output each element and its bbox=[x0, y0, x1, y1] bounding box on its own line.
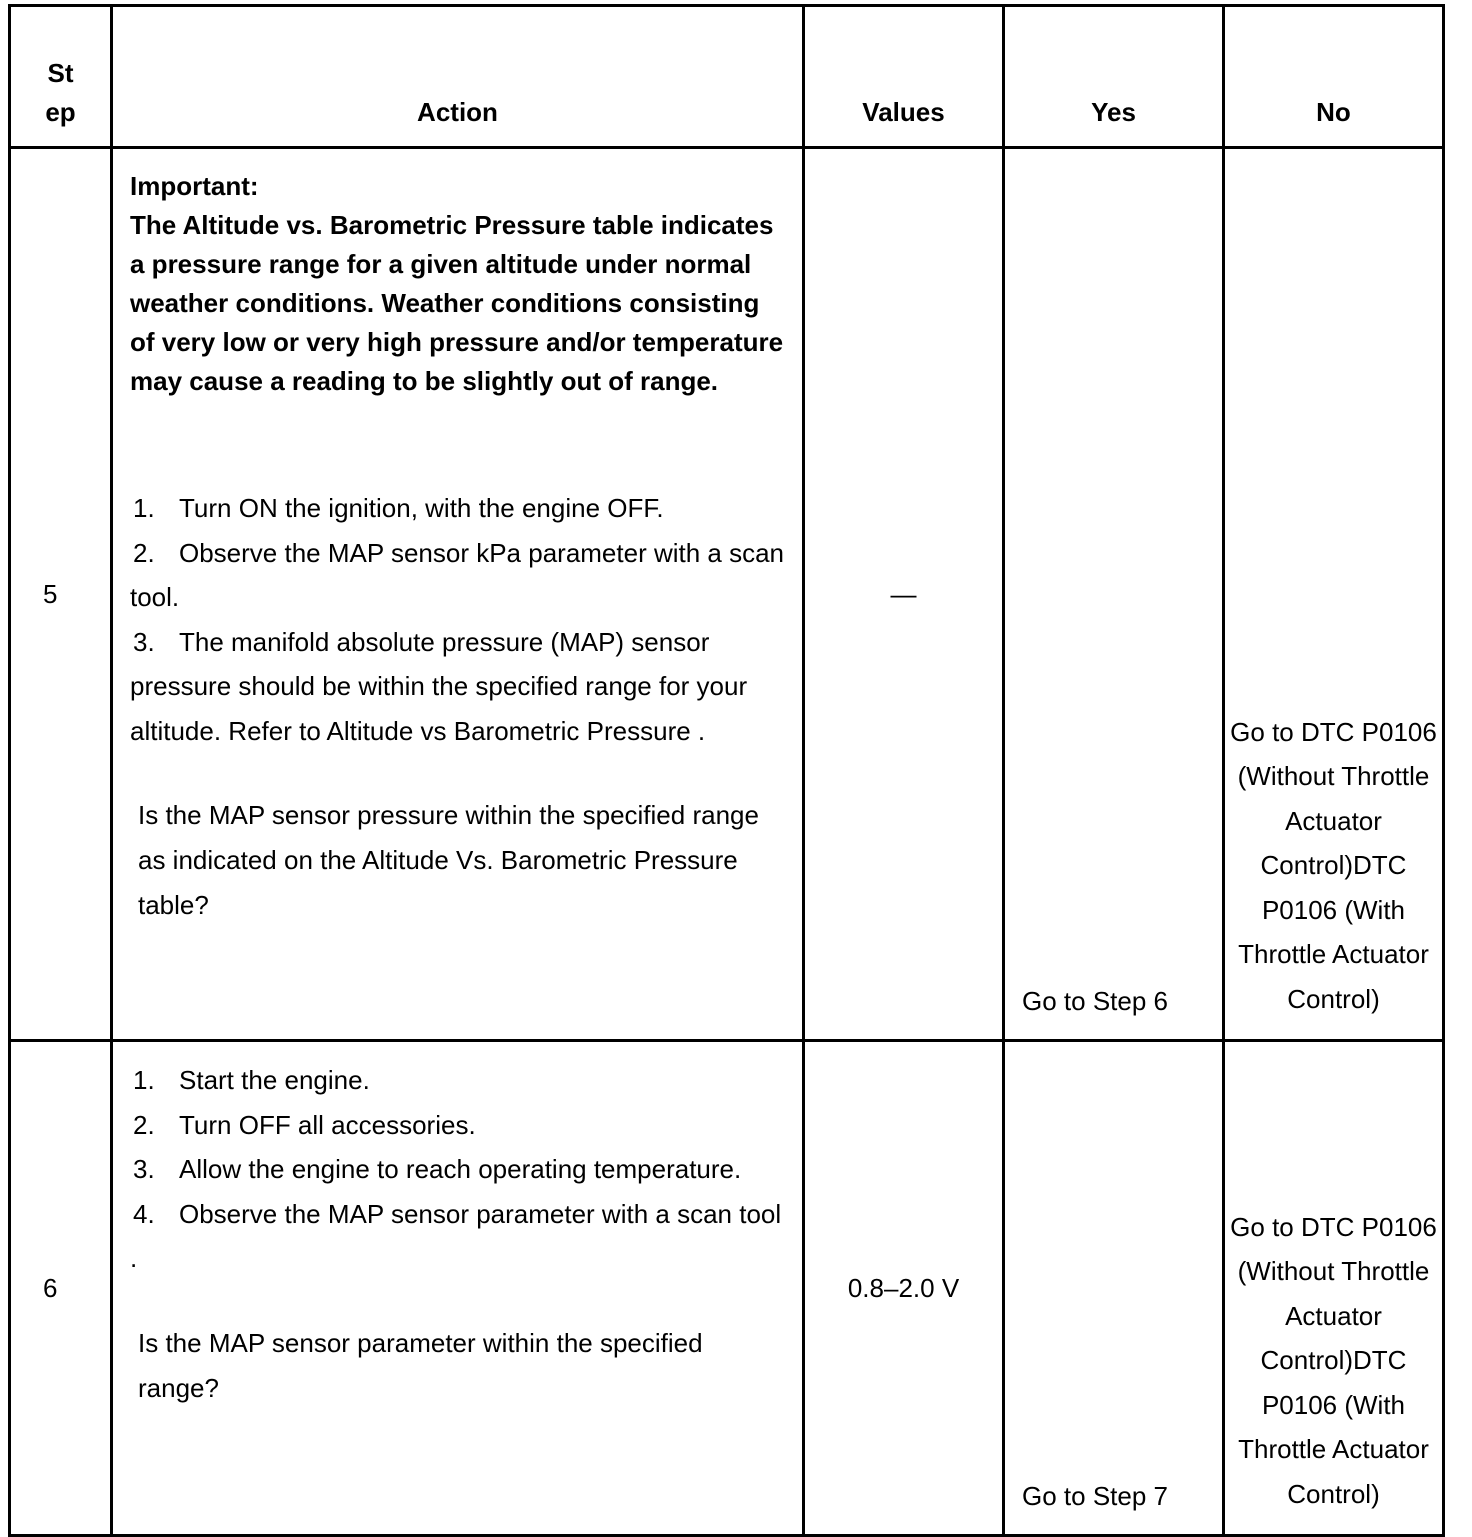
list-item-text: Allow the engine to reach operating temperature. bbox=[179, 1154, 742, 1184]
important-label: Important: bbox=[130, 171, 259, 201]
table-row bbox=[10, 1041, 1444, 1536]
no-text: Go to DTC P0106 (Without Throttle Actuator Control)DTC P0106 (With Throttle Actuator Control) bbox=[1230, 1211, 1437, 1509]
list-item-number: 3. bbox=[133, 1154, 155, 1184]
list-item-number: 2. bbox=[133, 537, 155, 568]
table-row bbox=[10, 148, 1444, 1041]
no-cell bbox=[1224, 1041, 1444, 1536]
action-steps bbox=[130, 1058, 786, 1281]
list-item-number: 4. bbox=[133, 1198, 155, 1229]
yes-cell: Go to Step 6 bbox=[1004, 148, 1224, 1041]
header-step-line2: ep bbox=[45, 97, 76, 127]
list-item bbox=[130, 531, 786, 620]
list-item bbox=[130, 486, 786, 531]
list-item bbox=[130, 1103, 786, 1148]
list-item-number: 2. bbox=[133, 1109, 155, 1140]
step-number: 6 bbox=[10, 1041, 112, 1536]
list-item bbox=[130, 1147, 786, 1192]
values-cell: 0.8–2.0 V bbox=[804, 1041, 1004, 1536]
header-step bbox=[10, 6, 112, 148]
list-item-text: Start the engine. bbox=[179, 1065, 370, 1095]
diagnostic-table bbox=[8, 4, 1445, 1537]
step-number: 5 bbox=[10, 148, 112, 1041]
list-item-text: The manifold absolute pressure (MAP) sensor pressure should be within the specified range for your altitude. Refer to Altitude vs Barometric Pressure . bbox=[130, 626, 748, 746]
list-item bbox=[130, 1058, 786, 1103]
important-note bbox=[130, 167, 786, 401]
question-text: Is the MAP sensor pressure within the specified range as indicated on the Altitude Vs. Barometric Pressure table? bbox=[138, 800, 759, 920]
header-row bbox=[10, 6, 1444, 148]
no-text: Go to DTC P0106 (Without Throttle Actuator Control)DTC P0106 (With Throttle Actuator Control) bbox=[1230, 716, 1437, 1014]
important-text: The Altitude vs. Barometric Pressure table indicates a pressure range for a given altitude under normal weather conditions. Weather conditions consisting of very low or very high pressure and/or temperature may cause a reading to be slightly out of range. bbox=[130, 210, 784, 396]
header-values: Values bbox=[804, 6, 1004, 148]
list-item-number: 3. bbox=[133, 626, 155, 657]
list-item bbox=[130, 620, 786, 754]
list-item-text: Observe the MAP sensor kPa parameter with a scan tool. bbox=[130, 537, 785, 612]
header-action: Action bbox=[112, 6, 804, 148]
list-item-text: Turn OFF all accessories. bbox=[179, 1109, 476, 1140]
action-steps bbox=[130, 486, 786, 753]
list-item-number: 1. bbox=[133, 493, 155, 523]
list-item-text: Observe the MAP sensor parameter with a scan tool . bbox=[130, 1198, 782, 1273]
header-yes: Yes bbox=[1004, 6, 1224, 148]
header-step-line1: St bbox=[47, 58, 74, 88]
header-no: No bbox=[1224, 6, 1444, 148]
yes-cell: Go to Step 7 bbox=[1004, 1041, 1224, 1536]
question-text: Is the MAP sensor parameter within the specified range? bbox=[138, 1327, 703, 1403]
action-cell bbox=[112, 1041, 804, 1536]
no-cell bbox=[1224, 148, 1444, 1041]
action-cell bbox=[112, 148, 804, 1041]
values-cell: — bbox=[804, 148, 1004, 1041]
list-item bbox=[130, 1192, 786, 1281]
list-item-number: 1. bbox=[133, 1065, 155, 1095]
list-item-text: Turn ON the ignition, with the engine OFF. bbox=[179, 493, 664, 523]
